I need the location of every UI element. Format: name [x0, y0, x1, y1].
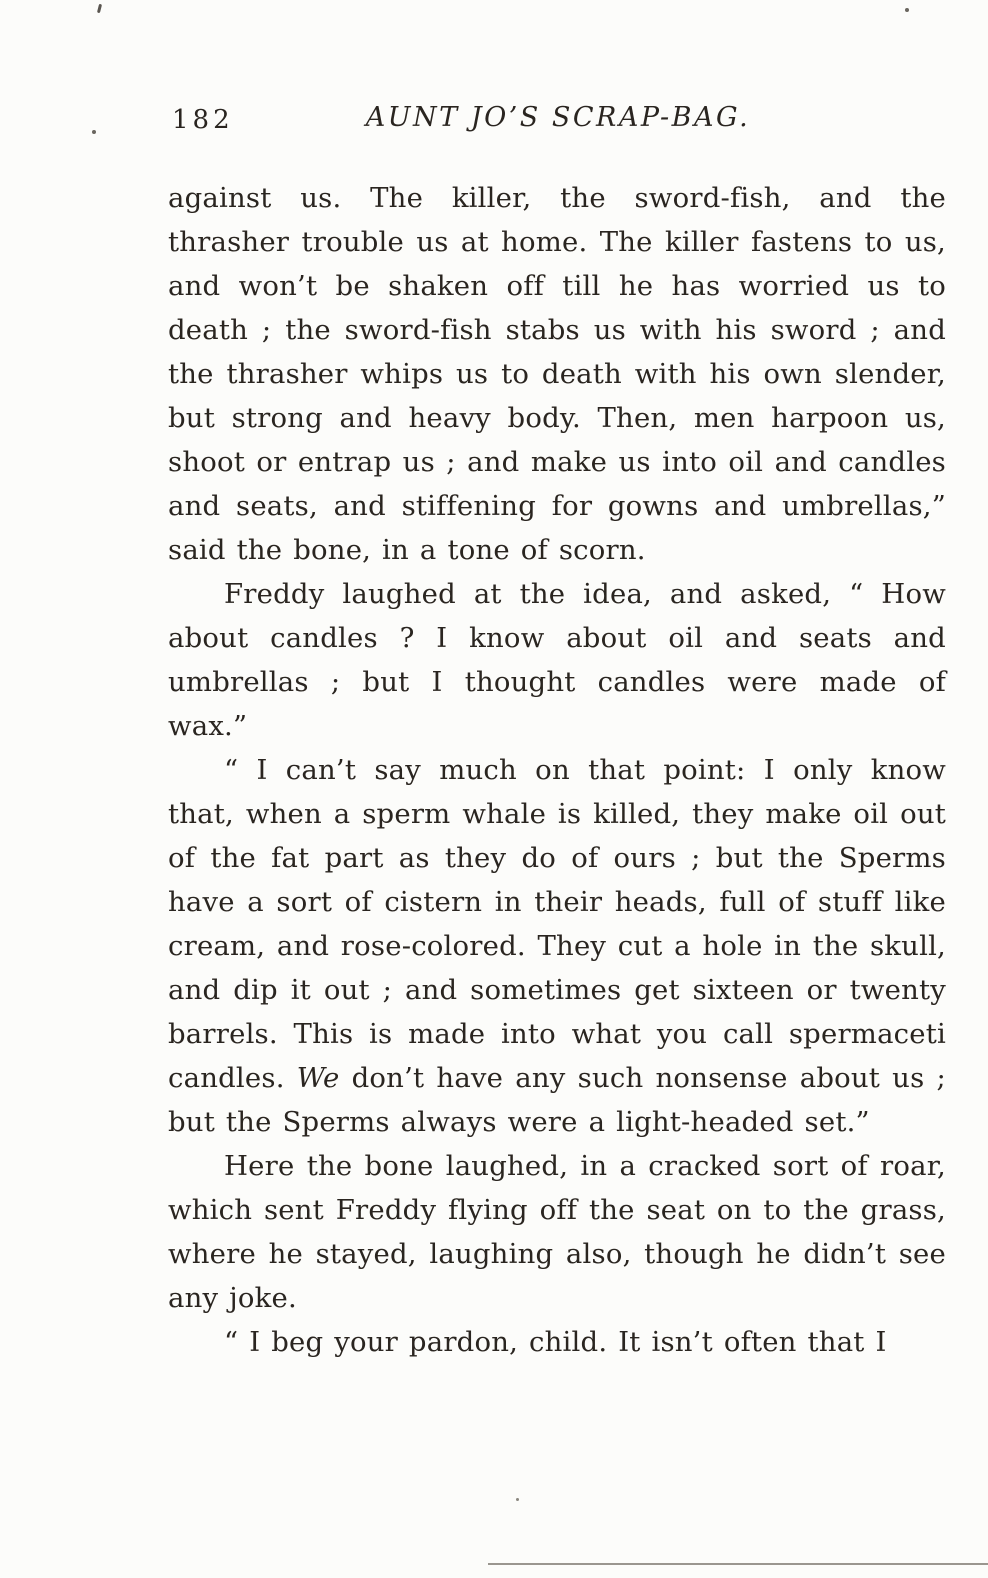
- paragraph-text: Freddy laughed at the idea, and asked, “ How about candles ? I know about oil and seats and umbrellas ; but I thought candles were made of wax.”: [168, 578, 946, 742]
- paragraph-text: “ I can’t say much on that point: I only know that, when a sperm whale is killed, they make oil out of the fat part as they do of ours ; but the Sperms have a sort of cistern in their heads, full of stuff like cream, and rose-colored. They cut a hole in the skull, and dip it out ; and sometimes get sixteen or twenty barrels. This is made into what you call spermaceti candles.: [168, 754, 946, 1094]
- paragraph: [168, 176, 946, 572]
- paragraph: [168, 1320, 946, 1364]
- scan-artifact-top-right: [905, 8, 909, 12]
- paragraph-text: against us. The killer, the sword-fish, and the thrasher trouble us at home. The killer fastens to us, and won’t be shaken off till he has worried us to death ; the sword-fish stabs us with his sword ; and the thrasher whips us to death with his own slender, but strong and heavy body. Then, men harpoon us, shoot or entrap us ; and make us into oil and candles and seats, and stiffening for gowns and umbrellas,” said the bone, in a tone of scorn.: [168, 182, 946, 566]
- paragraph-text: don’t have any such nonsense about us ; but the Sperms always were a light-headed set.”: [168, 1062, 947, 1138]
- scan-artifact-margin-dot: [92, 130, 96, 134]
- paragraph-text: “ I beg your pardon, child. It isn’t often that I: [224, 1326, 887, 1358]
- page-header: [168, 102, 948, 146]
- paragraph: [168, 748, 946, 1144]
- paragraph-text: Here the bone laughed, in a cracked sort of roar, which sent Freddy flying off the seat on to the grass, where he stayed, laughing also, though he didn’t see any joke.: [168, 1150, 946, 1314]
- paragraph: [168, 1144, 946, 1320]
- scan-artifact-bottom-line: [488, 1563, 988, 1565]
- page-number: 182: [172, 105, 234, 135]
- page-body: [168, 176, 946, 1364]
- running-title: AUNT JO’S SCRAP-BAG.: [365, 102, 751, 133]
- scan-artifact-top-left: [97, 4, 102, 13]
- scan-artifact-bottom-dot: [516, 1498, 519, 1501]
- paragraph-text-italic: We: [296, 1062, 340, 1094]
- paragraph: [168, 572, 946, 748]
